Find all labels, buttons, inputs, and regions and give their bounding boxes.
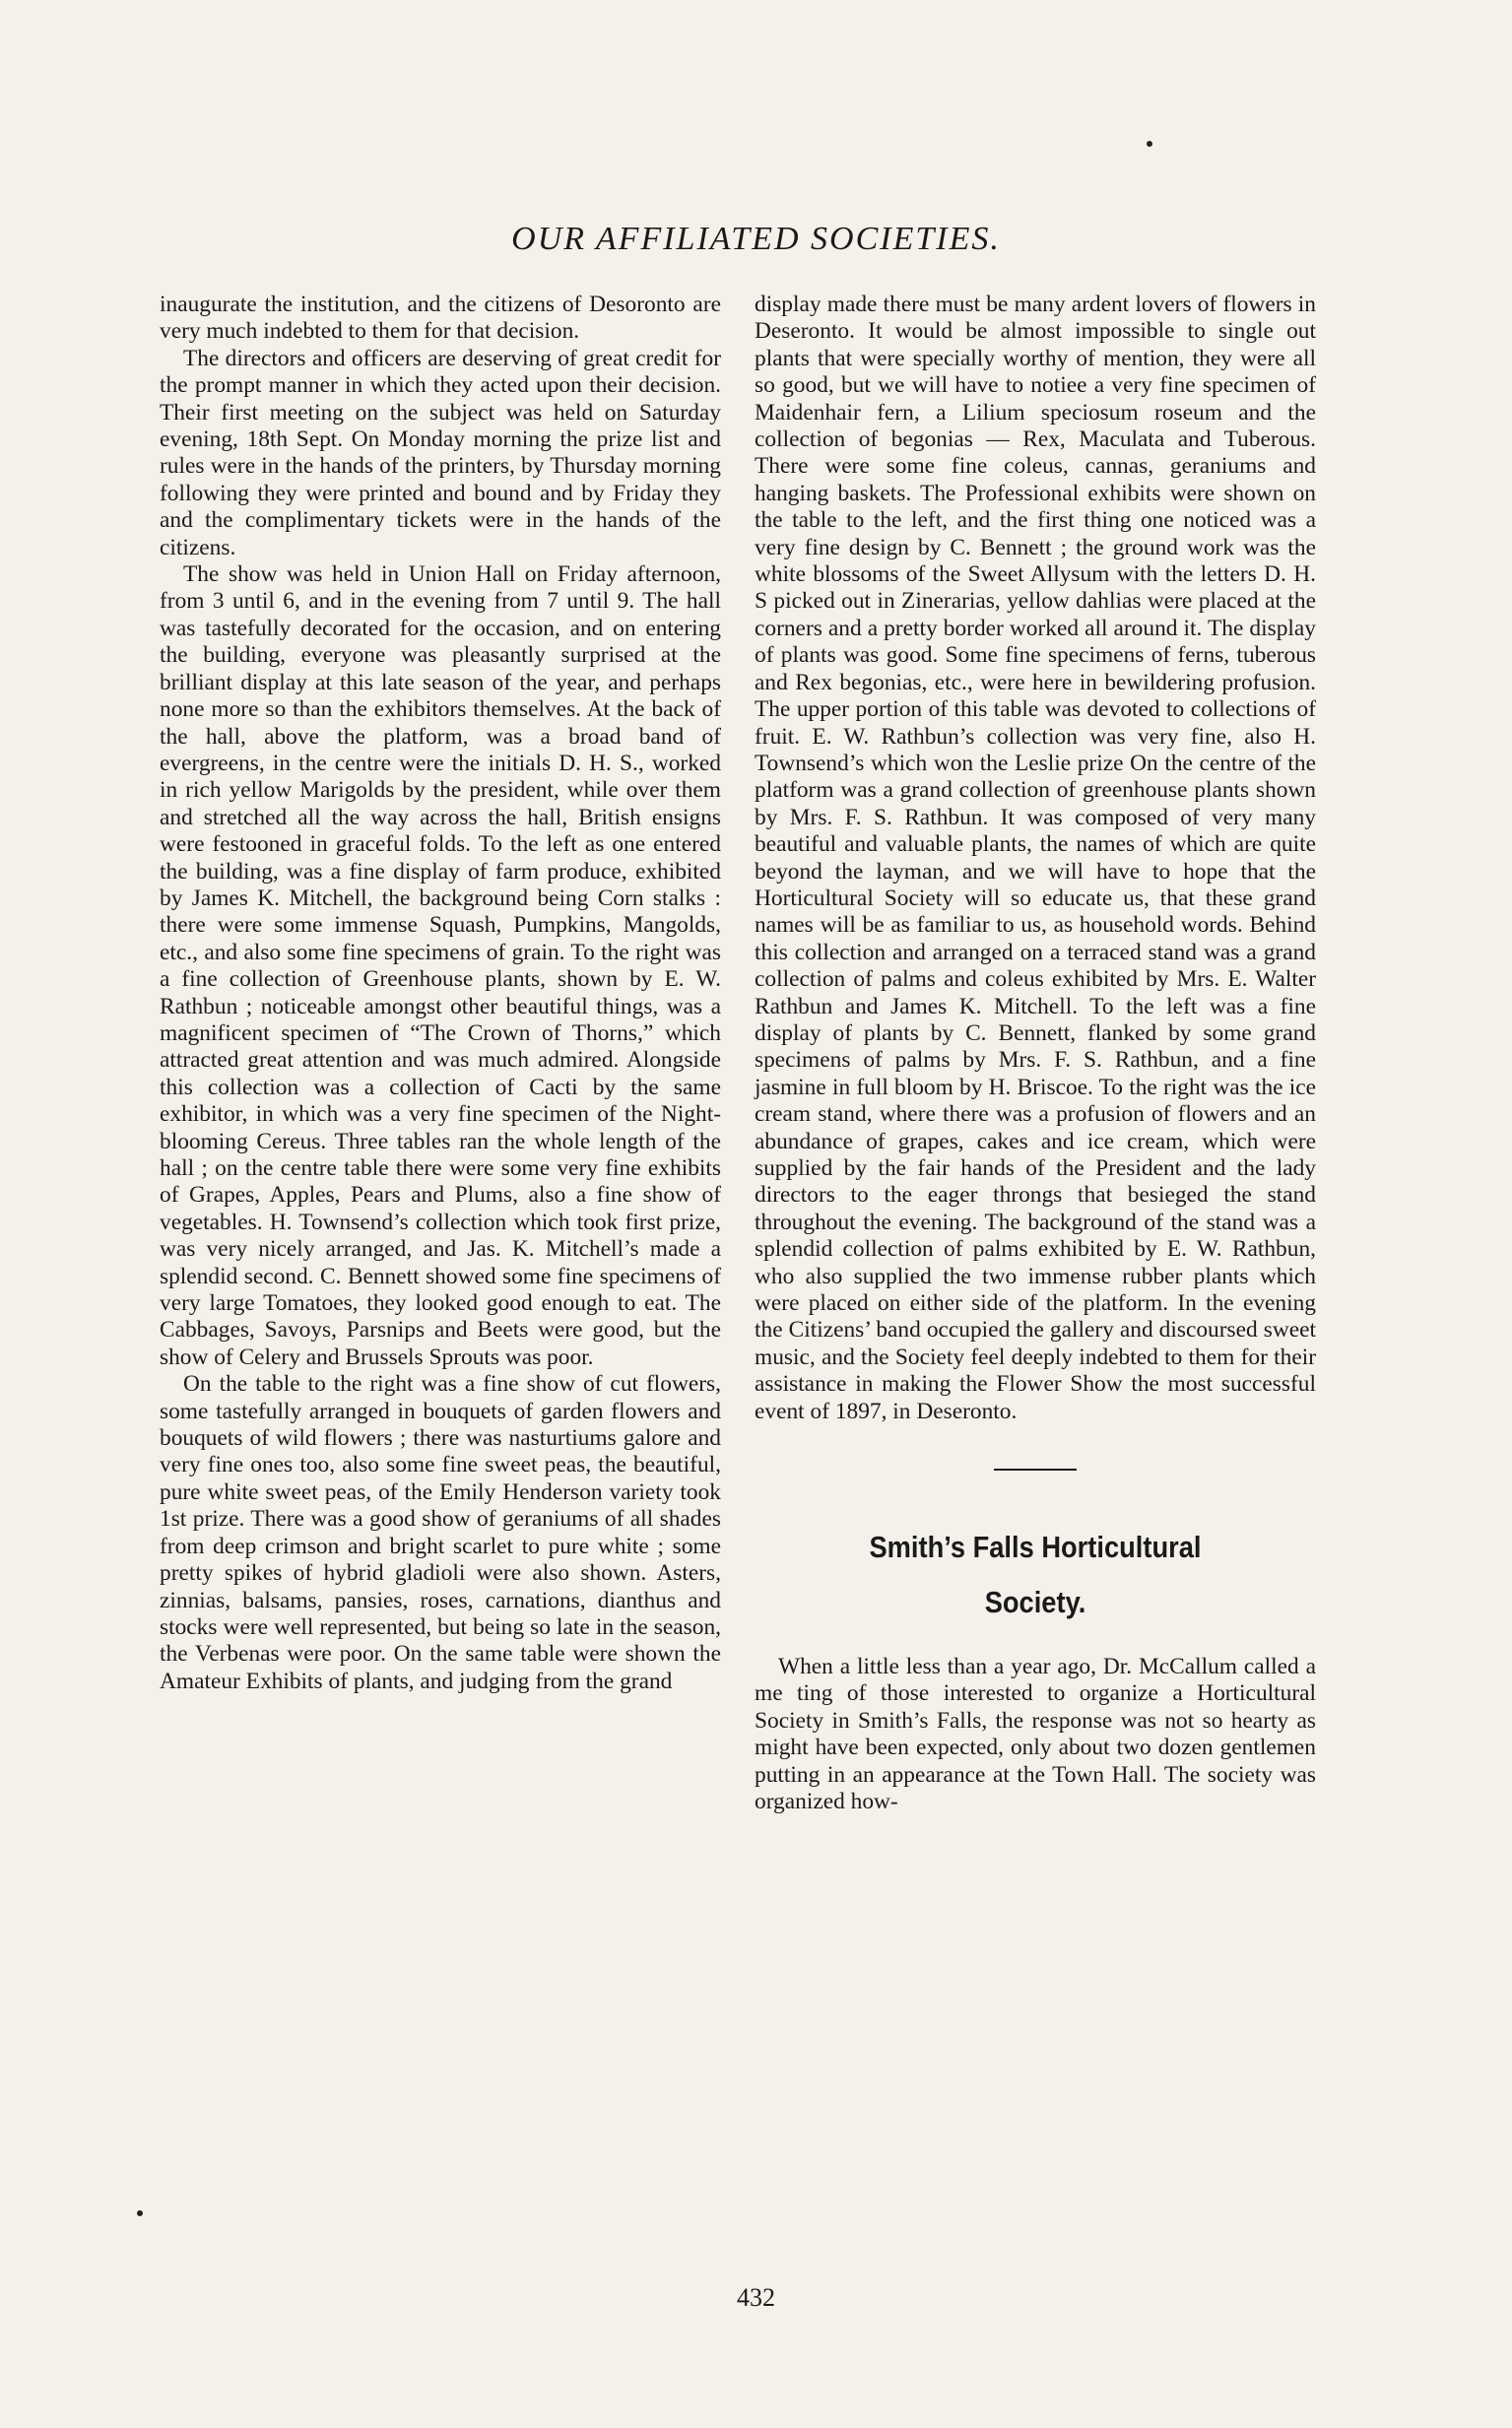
paragraph: display made there must be many ardent lovers of flowers in Deseronto. It would be almost impossible to single out plants that were specially worthy of mention, they were all so good, but we will have to notiee a very fine specimen of Maidenhair fern, a Lilium speciosum roseum and the collection of begonias — Rex, Maculata and Tuberous. There were some fine coleus, cannas, geraniums and hanging baskets. The Professional exhibits were shown on the table to the left, and the first thing one noticed was a very fine design by C. Bennett ; the ground work was the white blossoms of the Sweet Allysum with the letters D. H. S picked out in Zinerarias, yellow dahlias were placed at the corners and a pretty border worked all around it. The display of plants was good. Some fine specimens of ferns, tuberous and Rex begonias, etc., were here in bewildering profusion. The upper portion of this table was devoted to collections of fruit. E. W. Rathbun’s collection was very fine, also H. Townsend’s which won the Leslie prize On the centre of the platform was a grand collection of greenhouse plants shown by Mrs. F. S. Rathbun. It was composed of very many beautiful and valuable plants, the names of which are quite beyond the layman, and we will have to hope that the Horticultural Society will so educate us, that these grand names will be as familiar to us, as household words. Behind this collection and arranged on a terraced stand was a grand collection of palms and coleus exhibited by Mrs. E. Walter Rathbun and James K. Mitchell. To the left was a fine display of plants by C. Bennett, flanked by some grand specimens of palms by Mrs. F. S. Rathbun, and a fine jasmine in full bloom by H. Briscoe. To the right was the ice cream stand, where there was a profusion of flowers and an abundance of grapes, cakes and ice cream, which were supplied by the fair hands of the President and the lady directors to the eager throngs that besieged the stand throughout the evening. The background of the stand was a splendid collection of palms exhibited by E. W. Rathbun, who also supplied the two immense rubber plants which were placed on either side of the platform. In the evening the Citizens’ band occupied the gallery and discoursed sweet music, and the Society feel deeply indebted to them for their assistance in making the Flower Show the most successful event of 1897, in Deseronto. [755,292,1316,1424]
left-column [160,292,721,1695]
speck-mark [1147,141,1152,147]
paragraph: The show was held in Union Hall on Friday afternoon, from 3 until 6, and in the evening from 7 until 9. The hall was tastefully decorated for the occasion, and on entering the building, everyone was pleasantly surprised at the brilliant display at this late season of the year, and perhaps none more so than the exhibitors themselves. At the back of the hall, above the platform, was a broad band of evergreens, in the centre were the initials D. H. S., worked in rich yellow Marigolds by the president, while over them and stretched all the way across the hall, British ensigns were festooned in graceful folds. To the left as one entered the building, was a fine display of farm produce, exhibited by James K. Mitchell, the background being Corn stalks : there were some immense Squash, Pumpkins, Mangolds, etc., and also some fine specimens of grain. To the right was a fine collection of Greenhouse plants, shown by E. W. Rathbun ; noticeable amongst other beautiful things, was a magnificent specimen of “The Crown of Thorns,” which attracted great attention and was much admired. Alongside this collection was a collection of Cacti by the same exhibitor, in which was a very fine specimen of the Night-blooming Cereus. Three tables ran the whole length of the hall ; on the centre table there were some very fine exhibits of Grapes, Apples, Pears and Plums, also a fine show of vegetables. H. Townsend’s collection which took first prize, was very nicely arranged, and Jas. K. Mitchell’s made a splendid second. C. Bennett showed some fine specimens of very large Tomatoes, they looked good enough to eat. The Cabbages, Savoys, Parsnips and Beets were good, but the show of Celery and Brussels Sprouts was poor. [160,561,721,1370]
paragraph: The directors and officers are deserving of great credit for the prompt manner in which they acted upon their decision. Their first meeting on the subject was held on Saturday evening, 18th Sept. On Monday morning the prize list and rules were in the hands of the printers, by Thursday morning following they were printed and bound and by Friday they and the complimentary tickets were in the hands of the citizens. [160,345,721,560]
paragraph: On the table to the right was a fine show of cut flowers, some tastefully arranged in bouquets of garden flowers and bouquets of wild flowers ; there was nasturtiums galore and very fine ones too, also some fine sweet peas, the beautiful, pure white sweet peas, of the Emily Henderson variety took 1st prize. There was a good show of geraniums of all shades from deep crimson and bright scarlet to pure white ; some pretty spikes of hybrid gladioli were also shown. Asters, zinnias, balsams, pansies, roses, carnations, dianthus and stocks were well represented, but being so late in the season, the Verbenas were poor. On the same table were shown the Amateur Exhibits of plants, and judging from the grand [160,1371,721,1694]
section-divider [994,1469,1077,1471]
running-head: OUR AFFILIATED SOCIETIES. [511,221,1001,257]
speck-mark [137,2210,143,2216]
section-title [788,1520,1282,1630]
section-title-line: Society. [984,1585,1086,1620]
right-column [755,292,1316,1816]
paragraph: inaugurate the institution, and the citizens of Desoronto are very much indebted to them for that decision. [160,292,721,345]
page-number: 432 [737,2283,775,2312]
paragraph: When a little less than a year ago, Dr. McCallum called a me ting of those interested to organize a Horticultural Society in Smith’s Falls, the response was not so hearty as might have been expected, only about two dozen gentlemen putting in an appearance at the Town Hall. The society was organized how- [755,1654,1316,1815]
section-title-line: Smith’s Falls Horticultural [869,1530,1202,1565]
